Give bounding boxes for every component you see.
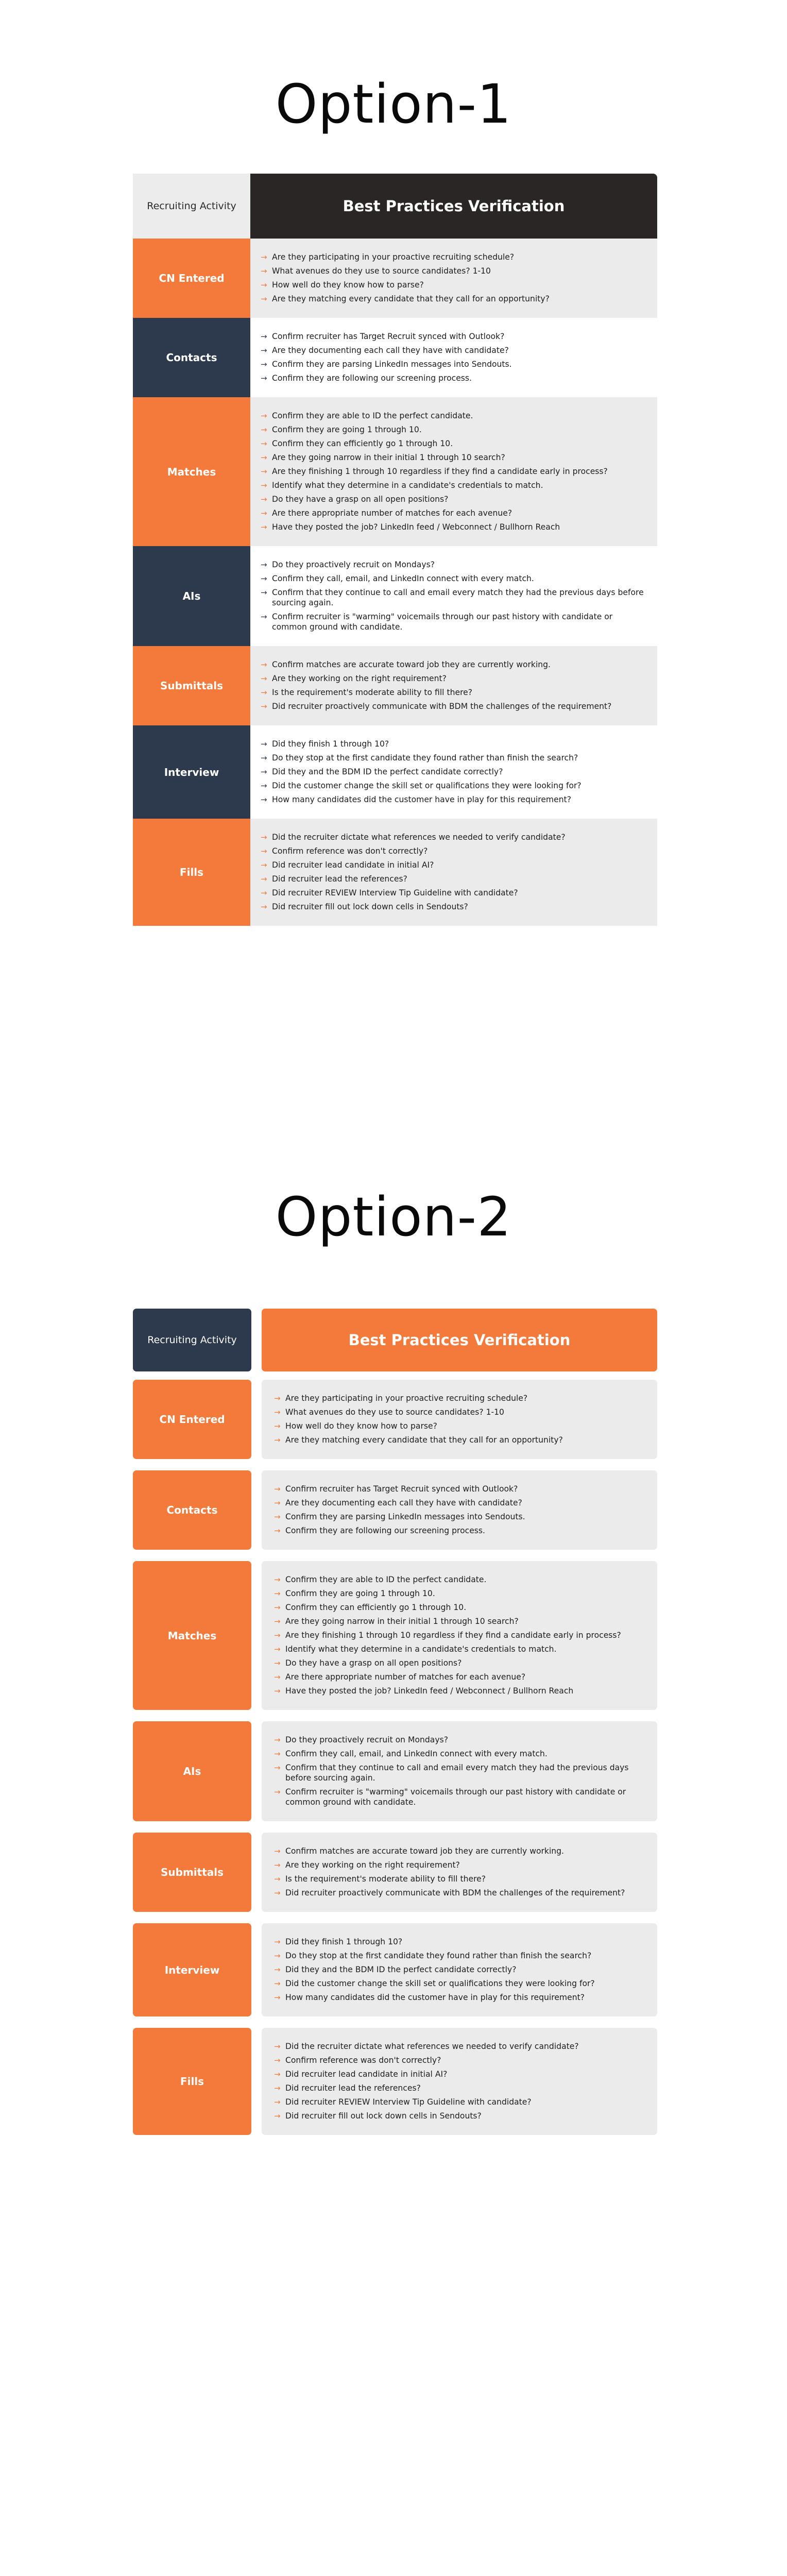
- category-label: Contacts: [133, 1470, 251, 1550]
- arrow-right-icon: →: [261, 509, 267, 518]
- checklist-item-text: Are they going narrow in their initial 1 through 10 search?: [285, 1617, 519, 1626]
- arrow-right-icon: →: [274, 1498, 281, 1507]
- arrow-right-icon: →: [274, 1965, 281, 1974]
- checklist-item-text: Are they participating in your proactive recruiting schedule?: [285, 1394, 528, 1403]
- option-1-rows: [133, 239, 657, 926]
- checklist-item-text: Did recruiter REVIEW Interview Tip Guideline with candidate?: [285, 2097, 532, 2107]
- checklist-item: [274, 1735, 644, 1745]
- checklist-item-text: Did they and the BDM ID the perfect candidate correctly?: [272, 767, 503, 776]
- arrow-right-icon: →: [261, 702, 267, 711]
- checklist-item: [274, 2041, 644, 2052]
- checklist-item: [261, 331, 644, 342]
- checklist-item: [274, 1630, 644, 1640]
- checklist-item-text: Did recruiter lead candidate in initial AI?: [285, 2070, 448, 2079]
- checklist-item: [274, 1937, 644, 1947]
- row-fills: [133, 2028, 657, 2135]
- row-interview: [133, 1923, 657, 2016]
- checklist: [262, 1833, 657, 1912]
- arrow-right-icon: →: [261, 252, 267, 262]
- checklist-item: [261, 781, 644, 791]
- arrow-right-icon: →: [261, 453, 267, 462]
- checklist-item: [274, 1951, 644, 1961]
- checklist-item: [274, 1992, 644, 2003]
- checklist: [262, 1380, 657, 1459]
- checklist-item: [261, 438, 644, 449]
- checklist-item-text: Have they posted the job? LinkedIn feed / Webconnect / Bullhorn Reach: [285, 1686, 574, 1696]
- checklist-item-text: Did the recruiter dictate what references we needed to verify candidate?: [285, 2042, 579, 2051]
- arrow-right-icon: →: [261, 739, 267, 749]
- arrow-right-icon: →: [261, 560, 267, 569]
- arrow-right-icon: →: [261, 522, 267, 532]
- arrow-right-icon: →: [261, 495, 267, 504]
- checklist-item-text: Are they participating in your proactive recruiting schedule?: [272, 252, 515, 262]
- checklist-item-text: Identify what they determine in a candidate's credentials to match.: [272, 481, 543, 490]
- checklist-item-text: What avenues do they use to source candidates? 1-10: [272, 266, 491, 276]
- arrow-right-icon: →: [261, 660, 267, 669]
- checklist-item-text: Did the customer change the skill set or qualifications they were looking for?: [285, 1979, 595, 1988]
- row-fills: [133, 819, 657, 926]
- checklist-item: [261, 902, 644, 912]
- checklist-item: [261, 411, 644, 421]
- arrow-right-icon: →: [274, 1846, 281, 1856]
- checklist-item: [261, 345, 644, 355]
- checklist-item: [261, 480, 644, 490]
- checklist-item-text: Confirm matches are accurate toward job they are currently working.: [272, 660, 551, 669]
- arrow-right-icon: →: [274, 1951, 281, 1960]
- arrow-right-icon: →: [274, 1421, 281, 1431]
- checklist-item: [274, 1686, 644, 1696]
- table-header: [133, 174, 657, 239]
- checklist-item-text: Are they finishing 1 through 10 regardless if they find a candidate early in process?: [272, 467, 608, 476]
- arrow-right-icon: →: [274, 1735, 281, 1744]
- checklist: [262, 1721, 657, 1821]
- arrow-right-icon: →: [274, 2070, 281, 2079]
- category-label: Interview: [133, 725, 250, 819]
- row-interview: [133, 725, 657, 819]
- checklist: [250, 646, 657, 725]
- arrow-right-icon: →: [261, 481, 267, 490]
- category-label: Fills: [133, 819, 250, 926]
- checklist-item: [274, 1602, 644, 1613]
- checklist-item-text: Are they matching every candidate that they call for an opportunity?: [272, 294, 550, 303]
- checklist-item: [261, 832, 644, 842]
- checklist-item-text: Have they posted the job? LinkedIn feed / Webconnect / Bullhorn Reach: [272, 522, 560, 532]
- category-label: AIs: [133, 546, 250, 646]
- checklist-item: [261, 294, 644, 304]
- row-cn-entered: [133, 239, 657, 318]
- arrow-right-icon: →: [261, 425, 267, 434]
- checklist-item-text: What avenues do they use to source candidates? 1-10: [285, 1408, 504, 1417]
- arrow-right-icon: →: [261, 588, 267, 597]
- checklist-item-text: Confirm they are following our screening process.: [272, 374, 472, 383]
- arrow-right-icon: →: [261, 467, 267, 476]
- best-practices-header: Best Practices Verification: [262, 1309, 657, 1371]
- checklist-item: [274, 1762, 644, 1783]
- checklist-item-text: Do they stop at the first candidate they found rather than finish the search?: [272, 753, 578, 762]
- checklist-item-text: Did they finish 1 through 10?: [285, 1937, 403, 1946]
- category-label: AIs: [133, 1721, 251, 1821]
- checklist-item-text: Is the requirement's moderate ability to fill there?: [272, 688, 473, 697]
- arrow-right-icon: →: [274, 1394, 281, 1403]
- arrow-right-icon: →: [274, 2111, 281, 2121]
- checklist-item-text: Identify what they determine in a candidate's credentials to match.: [285, 1645, 557, 1654]
- checklist-item-text: Are they working on the right requirement?: [272, 674, 447, 683]
- checklist-item-text: Confirm they are able to ID the perfect candidate.: [285, 1575, 487, 1584]
- checklist-item-text: Confirm reference was don't correctly?: [272, 846, 428, 856]
- arrow-right-icon: →: [274, 1512, 281, 1521]
- recruiting-activity-header: Recruiting Activity: [133, 174, 250, 239]
- checklist: [250, 819, 657, 926]
- arrow-right-icon: →: [261, 360, 267, 369]
- arrow-right-icon: →: [274, 1749, 281, 1758]
- arrow-right-icon: →: [261, 280, 267, 290]
- arrow-right-icon: →: [274, 1589, 281, 1598]
- checklist-item-text: Did recruiter fill out lock down cells in Sendouts?: [272, 902, 468, 911]
- arrow-right-icon: →: [274, 1686, 281, 1696]
- checklist-item-text: Are they matching every candidate that they call for an opportunity?: [285, 1435, 563, 1445]
- checklist-item-text: Confirm they are going 1 through 10.: [272, 425, 422, 434]
- checklist-item: [261, 508, 644, 518]
- checklist-item: [274, 1978, 644, 1989]
- checklist-item: [261, 266, 644, 276]
- category-label: Interview: [133, 1923, 251, 2016]
- checklist-item: [261, 612, 644, 632]
- checklist-item-text: Are they going narrow in their initial 1 through 10 search?: [272, 453, 505, 462]
- arrow-right-icon: →: [274, 1874, 281, 1884]
- arrow-right-icon: →: [274, 2056, 281, 2065]
- checklist-item: [274, 1749, 644, 1759]
- checklist-item: [261, 466, 644, 477]
- recruiting-activity-header: Recruiting Activity: [133, 1309, 251, 1371]
- checklist-item: [274, 1393, 644, 1403]
- checklist-item-text: Do they have a grasp on all open positions?: [285, 1658, 462, 1668]
- arrow-right-icon: →: [274, 1787, 281, 1797]
- checklist-item: [261, 560, 644, 570]
- checklist-item: [274, 1421, 644, 1431]
- checklist-item-text: Confirm recruiter has Target Recruit synced with Outlook?: [285, 1484, 518, 1494]
- arrow-right-icon: →: [274, 1763, 281, 1772]
- arrow-right-icon: →: [274, 1435, 281, 1445]
- option-2-rows: [133, 1380, 657, 2135]
- checklist-item-text: Confirm that they continue to call and email every match they had the previous days before sourcing again.: [272, 588, 644, 607]
- row-matches: [133, 1561, 657, 1710]
- table-header: [133, 1309, 657, 1371]
- checklist-item: [274, 1787, 644, 1807]
- checklist: [250, 239, 657, 318]
- checklist-item: [261, 701, 644, 711]
- arrow-right-icon: →: [274, 1993, 281, 2002]
- checklist-item-text: Confirm recruiter is "warming" voicemails through our past history with candidate or common ground with candidate.: [272, 612, 613, 632]
- checklist-item-text: Are they working on the right requirement?: [285, 1860, 460, 1870]
- checklist: [250, 725, 657, 819]
- checklist-item-text: Did the customer change the skill set or qualifications they were looking for?: [272, 781, 581, 790]
- checklist-item-text: Confirm matches are accurate toward job they are currently working.: [285, 1846, 564, 1856]
- checklist-item-text: Confirm they can efficiently go 1 through 10.: [285, 1603, 467, 1612]
- arrow-right-icon: →: [274, 1979, 281, 1988]
- checklist-item: [274, 1498, 644, 1508]
- arrow-right-icon: →: [261, 332, 267, 341]
- arrow-right-icon: →: [261, 753, 267, 762]
- checklist-item: [274, 2097, 644, 2107]
- arrow-right-icon: →: [274, 1408, 281, 1417]
- arrow-right-icon: →: [274, 2042, 281, 2051]
- arrow-right-icon: →: [261, 795, 267, 804]
- checklist-item-text: Did recruiter proactively communicate with BDM the challenges of the requirement?: [285, 1888, 625, 1897]
- checklist: [262, 1561, 657, 1710]
- checklist-item-text: Did recruiter lead candidate in initial AI?: [272, 860, 434, 870]
- checklist-item-text: How many candidates did the customer have in play for this requirement?: [285, 1993, 585, 2002]
- checklist-item: [274, 1644, 644, 1654]
- checklist-item-text: Confirm they are following our screening process.: [285, 1526, 486, 1535]
- category-label: Submittals: [133, 646, 250, 725]
- checklist-item-text: Confirm they can efficiently go 1 through 10.: [272, 439, 453, 448]
- arrow-right-icon: →: [261, 294, 267, 303]
- checklist-item: [274, 2069, 644, 2079]
- checklist-item-text: Did recruiter lead the references?: [272, 874, 407, 884]
- arrow-right-icon: →: [261, 688, 267, 697]
- checklist-item-text: Confirm they are parsing LinkedIn messages into Sendouts.: [285, 1512, 525, 1521]
- checklist-item: [261, 767, 644, 777]
- checklist-item-text: How well do they know how to parse?: [272, 280, 424, 290]
- arrow-right-icon: →: [274, 1526, 281, 1535]
- arrow-right-icon: →: [274, 1658, 281, 1668]
- checklist-item: [261, 846, 644, 856]
- checklist-item: [261, 687, 644, 698]
- row-ais: [133, 1721, 657, 1821]
- checklist-item-text: Did recruiter proactively communicate with BDM the challenges of the requirement?: [272, 702, 612, 711]
- category-label: Contacts: [133, 318, 250, 397]
- checklist-item: [274, 1407, 644, 1417]
- checklist-item: [274, 1658, 644, 1668]
- arrow-right-icon: →: [261, 902, 267, 911]
- row-submittals: [133, 646, 657, 725]
- arrow-right-icon: →: [261, 411, 267, 420]
- arrow-right-icon: →: [274, 1672, 281, 1682]
- checklist-item: [261, 359, 644, 369]
- checklist-item-text: Did the recruiter dictate what references we needed to verify candidate?: [272, 833, 566, 842]
- checklist-item: [261, 753, 644, 763]
- row-contacts: [133, 318, 657, 397]
- checklist-item: [274, 1672, 644, 1682]
- checklist-item: [274, 1846, 644, 1856]
- checklist-item-text: Do they stop at the first candidate they found rather than finish the search?: [285, 1951, 592, 1960]
- checklist-item-text: Confirm recruiter is "warming" voicemails through our past history with candidate or common ground with candidate.: [285, 1787, 626, 1807]
- checklist-item: [261, 280, 644, 290]
- checklist-item: [261, 425, 644, 435]
- checklist: [250, 318, 657, 397]
- checklist-item: [274, 1526, 644, 1536]
- best-practices-header: Best Practices Verification: [250, 174, 657, 239]
- checklist-item-text: How well do they know how to parse?: [285, 1421, 437, 1431]
- checklist-item-text: How many candidates did the customer have in play for this requirement?: [272, 795, 571, 804]
- checklist-item-text: Confirm reference was don't correctly?: [285, 2056, 441, 2065]
- checklist-item: [274, 1874, 644, 1884]
- category-label: CN Entered: [133, 1380, 251, 1459]
- checklist-item: [274, 1964, 644, 1975]
- checklist-item-text: Do they proactively recruit on Mondays?: [272, 560, 435, 569]
- checklist-item: [274, 2083, 644, 2093]
- checklist-item: [261, 373, 644, 383]
- checklist-item-text: Did recruiter lead the references?: [285, 2083, 421, 2093]
- checklist-item: [261, 573, 644, 584]
- checklist-item: [274, 1484, 644, 1494]
- checklist-item-text: Are they documenting each call they have with candidate?: [272, 346, 509, 355]
- checklist-item: [261, 794, 644, 805]
- checklist-item-text: Did recruiter fill out lock down cells in Sendouts?: [285, 2111, 482, 2121]
- checklist-item-text: Do they proactively recruit on Mondays?: [285, 1735, 448, 1744]
- arrow-right-icon: →: [261, 266, 267, 276]
- checklist-item: [274, 1435, 644, 1445]
- checklist-item-text: Confirm they call, email, and LinkedIn connect with every match.: [285, 1749, 548, 1758]
- checklist-item-text: Did they finish 1 through 10?: [272, 739, 389, 749]
- arrow-right-icon: →: [274, 1860, 281, 1870]
- option-2-title: Option-2: [275, 1185, 512, 1248]
- checklist-item: [261, 860, 644, 870]
- category-label: Matches: [133, 397, 250, 546]
- arrow-right-icon: →: [261, 888, 267, 897]
- arrow-right-icon: →: [274, 2083, 281, 2093]
- row-ais: [133, 546, 657, 646]
- checklist-item-text: Are they finishing 1 through 10 regardless if they find a candidate early in process?: [285, 1631, 621, 1640]
- checklist-item-text: Do they have a grasp on all open positions?: [272, 495, 449, 504]
- arrow-right-icon: →: [261, 346, 267, 355]
- checklist-item-text: Confirm they call, email, and LinkedIn connect with every match.: [272, 574, 534, 583]
- checklist-item-text: Did recruiter REVIEW Interview Tip Guideline with candidate?: [272, 888, 518, 897]
- arrow-right-icon: →: [274, 1888, 281, 1897]
- arrow-right-icon: →: [261, 846, 267, 856]
- checklist-item: [261, 587, 644, 608]
- checklist-item-text: Confirm that they continue to call and email every match they had the previous days before sourcing again.: [285, 1763, 629, 1783]
- arrow-right-icon: →: [274, 1617, 281, 1626]
- row-contacts: [133, 1470, 657, 1550]
- arrow-right-icon: →: [274, 1937, 281, 1946]
- option-1-title: Option-1: [275, 73, 512, 135]
- checklist-item: [261, 494, 644, 504]
- checklist-item: [274, 1588, 644, 1599]
- category-label: CN Entered: [133, 239, 250, 318]
- arrow-right-icon: →: [274, 1575, 281, 1584]
- arrow-right-icon: →: [261, 439, 267, 448]
- arrow-right-icon: →: [261, 767, 267, 776]
- checklist: [250, 546, 657, 646]
- row-cn-entered: [133, 1380, 657, 1459]
- checklist-item: [274, 1512, 644, 1522]
- checklist-item: [261, 874, 644, 884]
- checklist-item-text: Confirm recruiter has Target Recruit synced with Outlook?: [272, 332, 505, 341]
- checklist-item: [274, 2111, 644, 2121]
- arrow-right-icon: →: [274, 1645, 281, 1654]
- category-label: Matches: [133, 1561, 251, 1710]
- checklist-item-text: Are there appropriate number of matches for each avenue?: [285, 1672, 526, 1682]
- arrow-right-icon: →: [261, 674, 267, 683]
- checklist-item-text: Confirm they are parsing LinkedIn messages into Sendouts.: [272, 360, 512, 369]
- checklist-item-text: Are they documenting each call they have with candidate?: [285, 1498, 522, 1507]
- category-label: Fills: [133, 2028, 251, 2135]
- arrow-right-icon: →: [261, 860, 267, 870]
- checklist-item: [261, 659, 644, 670]
- checklist-item: [261, 252, 644, 262]
- checklist-item-text: Is the requirement's moderate ability to fill there?: [285, 1874, 486, 1884]
- checklist-item-text: Confirm they are able to ID the perfect candidate.: [272, 411, 473, 420]
- checklist-item: [261, 739, 644, 749]
- checklist-item-text: Did they and the BDM ID the perfect candidate correctly?: [285, 1965, 517, 1974]
- row-matches: [133, 397, 657, 546]
- arrow-right-icon: →: [274, 1631, 281, 1640]
- checklist: [262, 1470, 657, 1550]
- arrow-right-icon: →: [274, 1603, 281, 1612]
- arrow-right-icon: →: [261, 574, 267, 583]
- arrow-right-icon: →: [261, 833, 267, 842]
- checklist-item: [274, 1616, 644, 1626]
- checklist-item: [274, 2055, 644, 2065]
- option-2-table: [133, 1309, 657, 2146]
- checklist-item: [261, 673, 644, 684]
- checklist-item: [274, 1888, 644, 1898]
- checklist-item: [261, 452, 644, 463]
- checklist-item-text: Are there appropriate number of matches for each avenue?: [272, 509, 512, 518]
- checklist-item: [261, 888, 644, 898]
- checklist: [262, 1923, 657, 2016]
- option-1-table: [133, 174, 657, 926]
- checklist-item-text: Confirm they are going 1 through 10.: [285, 1589, 435, 1598]
- arrow-right-icon: →: [274, 2097, 281, 2107]
- row-submittals: [133, 1833, 657, 1912]
- arrow-right-icon: →: [261, 374, 267, 383]
- arrow-right-icon: →: [274, 1484, 281, 1494]
- checklist-item: [261, 522, 644, 532]
- arrow-right-icon: →: [261, 612, 267, 621]
- checklist: [250, 397, 657, 546]
- checklist-item: [274, 1574, 644, 1585]
- checklist: [262, 2028, 657, 2135]
- arrow-right-icon: →: [261, 874, 267, 884]
- category-label: Submittals: [133, 1833, 251, 1912]
- arrow-right-icon: →: [261, 781, 267, 790]
- checklist-item: [274, 1860, 644, 1870]
